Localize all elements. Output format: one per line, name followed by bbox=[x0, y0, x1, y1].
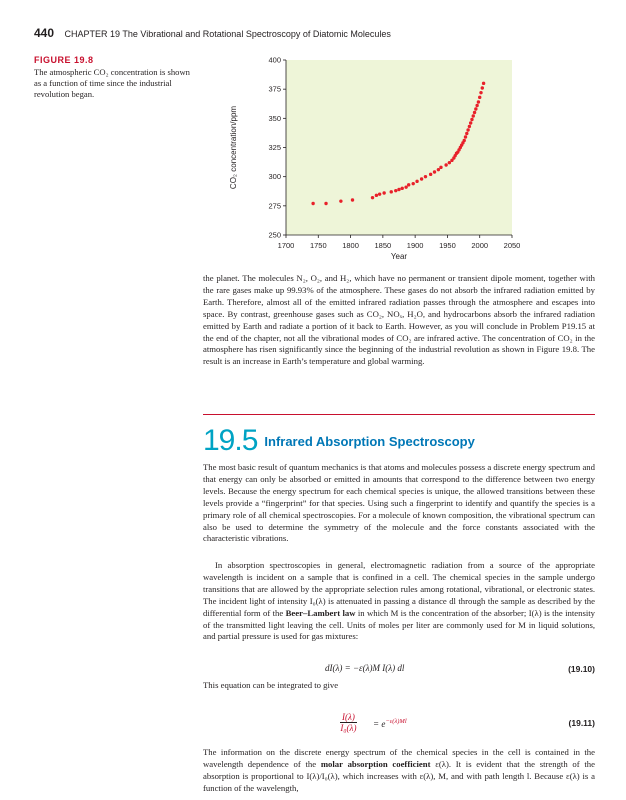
page-number: 440 bbox=[34, 26, 55, 40]
data-point bbox=[429, 173, 432, 176]
co2-chart bbox=[224, 52, 524, 274]
running-header bbox=[34, 26, 391, 40]
data-point bbox=[481, 86, 484, 89]
data-point bbox=[375, 194, 378, 197]
data-point bbox=[464, 135, 467, 138]
data-point bbox=[468, 125, 471, 128]
data-point bbox=[448, 161, 451, 164]
section-title: Infrared Absorption Spectroscopy bbox=[264, 433, 475, 449]
eq-rhs bbox=[373, 718, 407, 729]
data-point bbox=[311, 202, 314, 205]
paragraph-2 bbox=[203, 560, 595, 643]
data-point bbox=[412, 182, 415, 185]
data-point bbox=[415, 180, 418, 183]
data-point bbox=[371, 196, 374, 199]
data-point bbox=[351, 198, 354, 201]
intro-paragraph: the planet. The molecules N₂, O₂, and H₂, which have no permanent or transient dipole moment, together with the rare gases make up 99.93% of the atmosphere. These gases do not absorb the infrared radiation emitted by Earth. Therefore, almost all of the emitted infrared radiation passes through the atmosphere and escapes into space. By contrast, greenhouse gases such as CO₂, NOₓ, H₂O, and hydrocarbons absorb the infrared radiation emitted by Earth and radiate a portion of it back to Earth. However, as you will conclude in Problem P19.15 at the end of the chapter, not all the vibrational modes of CO₂ are infrared active. The concentration of CO₂ in the atmosphere has risen significantly since the beginning of the industrial revolution as shown in Figure 19.8. The result is an increase in Earth’s temperature and global warming. bbox=[203, 273, 595, 367]
figure-caption: The atmospheric CO₂ concentration is shown as a function of time since the industrial revolution began. bbox=[34, 67, 190, 99]
x-tick-label: 1700 bbox=[277, 241, 295, 250]
data-point bbox=[401, 187, 404, 190]
x-tick-label: 1800 bbox=[342, 241, 359, 250]
data-point bbox=[466, 128, 469, 131]
data-point bbox=[437, 168, 440, 171]
y-tick-label: 350 bbox=[268, 113, 281, 123]
data-point bbox=[479, 91, 482, 94]
data-point bbox=[472, 114, 475, 117]
section-divider bbox=[203, 414, 595, 415]
eq-denominator: I₀(λ) bbox=[340, 723, 357, 733]
data-point bbox=[477, 100, 480, 103]
x-tick-label: 2050 bbox=[503, 241, 521, 250]
equation-19-11 bbox=[340, 712, 357, 733]
data-point bbox=[382, 191, 385, 194]
data-point bbox=[465, 132, 468, 135]
data-point bbox=[420, 177, 423, 180]
y-tick-label: 325 bbox=[268, 143, 281, 152]
data-point bbox=[397, 188, 400, 191]
paragraph-2-text-a: In absorption spectroscopies in general, electromagnetic radiation from a source of the appropriate wavelength is incident on a sample that is confined in a cell. The chemical species in the sample undergo transitions that are allowed by the appropriate selection rules among rotational, vibrational, or electronic states. The incident light of intensity I₀(λ) is attenuated in passing a distance dl through the sample as described by the differential form of the bbox=[203, 560, 595, 618]
x-tick-label: 1900 bbox=[406, 241, 424, 250]
y-tick-label: 275 bbox=[268, 201, 281, 211]
molar-absorption-term: molar absorption coefficient bbox=[320, 758, 431, 769]
data-point bbox=[482, 82, 485, 85]
y-tick-label: 375 bbox=[268, 84, 281, 94]
x-axis-label: Year bbox=[390, 252, 408, 261]
y-tick-label: 400 bbox=[268, 55, 281, 65]
data-point bbox=[439, 166, 442, 169]
eq-rhs-base: = e bbox=[373, 719, 386, 729]
figure-label: FIGURE 19.8 bbox=[34, 55, 94, 65]
data-point bbox=[473, 111, 476, 114]
data-point bbox=[324, 202, 327, 205]
x-tick-label: 1950 bbox=[439, 241, 456, 250]
equation-19-10: dI(λ) = −ε(λ)M I(λ) dl bbox=[325, 663, 405, 673]
data-point bbox=[339, 199, 342, 202]
x-tick-label: 1850 bbox=[374, 241, 392, 250]
plot-background bbox=[286, 60, 512, 235]
x-tick-label: 1750 bbox=[309, 241, 327, 250]
data-point bbox=[407, 183, 410, 186]
data-point bbox=[478, 96, 481, 99]
running-title: CHAPTER 19 The Vibrational and Rotational Spectroscopy of Diatomic Molecules bbox=[64, 29, 391, 39]
y-tick-label: 300 bbox=[268, 172, 281, 182]
data-point bbox=[463, 139, 466, 142]
data-point bbox=[444, 163, 447, 166]
section-heading bbox=[203, 424, 475, 458]
paragraph-3-text-b: ε(λ). It is evident that the strength of the absorption is proportional to I(λ)/I₀(λ), which increases with ε(λ), M, and with path length l. Because ε(λ) is a function of the wavelength, bbox=[203, 758, 595, 793]
data-point bbox=[378, 192, 381, 195]
equation-number-19-10: (19.10) bbox=[568, 664, 595, 674]
y-axis-label: CO₂ concentration/ppm bbox=[229, 105, 238, 190]
y-tick-label: 250 bbox=[268, 230, 281, 240]
beer-lambert-term: Beer–Lambert law bbox=[285, 607, 356, 618]
data-point bbox=[433, 170, 436, 173]
data-point bbox=[474, 107, 477, 110]
data-point bbox=[390, 190, 393, 193]
x-tick-label: 2000 bbox=[471, 241, 489, 250]
paragraph-1: The most basic result of quantum mechanics is that atoms and molecules possess a discrete energy spectrum and that energy can only be absorbed or emitted in amounts that correspond to the difference between two energy levels. Because the energy spectrum for each chemical species is unique, the allowed transitions between these levels provide a “fingerprint” for that species. Using such a fingerprint to identify and quantify the species is a primary role of all chemical spectroscopies. For a molecule of known composition, the vibrational spectrum can also be used to determine the symmetry of the molecule and the force constants associated with the characteristic vibrations. bbox=[203, 462, 595, 544]
section-number: 19.5 bbox=[203, 424, 258, 457]
paragraph-2-text-b: in which M is the concentration of the absorber; I(λ) is the intensity of the transmitted light leaving the cell. Units of moles per liter are commonly used for M in liquid solutions, and partial pressure is used for gas mixtures: bbox=[203, 607, 595, 642]
data-point bbox=[475, 104, 478, 107]
data-point bbox=[394, 189, 397, 192]
equation-number-19-11: (19.11) bbox=[568, 718, 595, 728]
data-point bbox=[424, 175, 427, 178]
integrate-text: This equation can be integrated to give bbox=[203, 680, 339, 690]
data-point bbox=[404, 185, 407, 188]
data-point bbox=[470, 118, 473, 121]
data-point bbox=[469, 121, 472, 124]
eq-numerator: I(λ) bbox=[342, 712, 355, 722]
paragraph-3 bbox=[203, 747, 595, 795]
paragraph-3-text-a: The information on the discrete energy spectrum of the chemical species in the cell is contained in the wavelength dependence of the bbox=[203, 747, 595, 769]
eq-exponent: −ε(λ)Ml bbox=[385, 718, 407, 725]
